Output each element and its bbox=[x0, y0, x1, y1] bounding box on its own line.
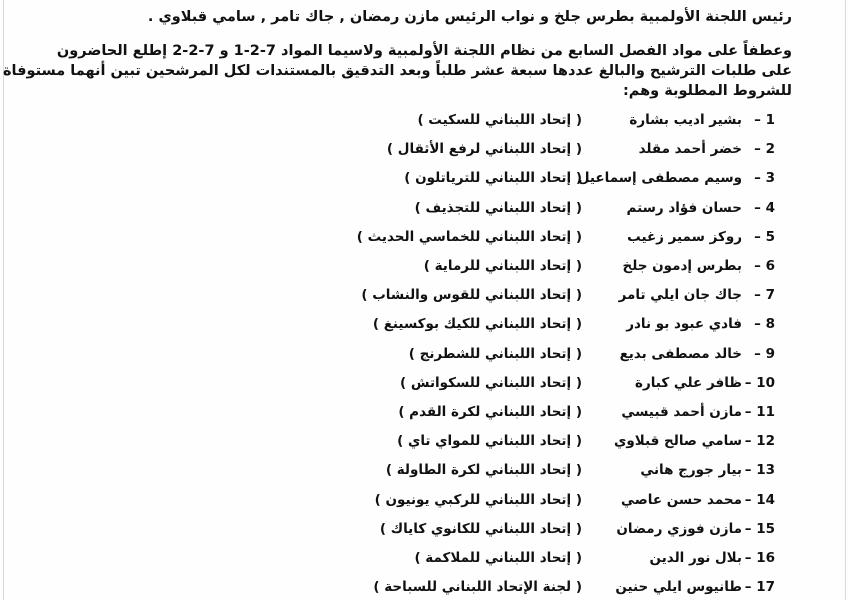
candidate-name: مازن أحمد قبيسي bbox=[621, 404, 742, 420]
candidate-name: حسان فؤاد رستم bbox=[626, 199, 742, 216]
candidate-number: 7 – bbox=[754, 287, 775, 304]
candidate-federation: ( إتحاد اللبناني للسكواتش ) bbox=[400, 374, 582, 391]
candidate-federation: ( إتحاد اللبناني لرفع الأثقال ) bbox=[386, 141, 582, 158]
candidate-federation: ( إتحاد اللبناني للمواي تاي ) bbox=[397, 433, 582, 450]
candidate-number: 8 – bbox=[754, 316, 775, 333]
candidate-number: 17 – bbox=[744, 579, 775, 596]
page-border-right bbox=[845, 0, 846, 600]
candidate-number: 16 – bbox=[744, 550, 775, 566]
candidate-federation: ( لجنة الإتحاد اللبناني للسباحة ) bbox=[373, 579, 582, 596]
header-line: رئيس اللجنة الأولمبية بطرس جلخ و نواب الرئيس مازن رمضان , جاك تامر , سامي قبلاوي . bbox=[147, 9, 792, 25]
candidate-federation: ( إتحاد اللبناني لكرة القدم ) bbox=[398, 404, 582, 420]
candidate-number: 4 – bbox=[754, 199, 775, 216]
candidate-name: بشير اديب بشارة bbox=[629, 112, 742, 128]
candidate-federation: ( إتحاد اللبناني للخماسي الحديث ) bbox=[356, 228, 582, 245]
candidate-name: بيار جورج هاني bbox=[640, 462, 742, 479]
candidate-number: 5 – bbox=[754, 228, 775, 245]
candidate-federation: ( إتحاد اللبناني للركبي يونيون ) bbox=[374, 491, 582, 508]
candidate-federation: ( إتحاد اللبناني للكانوي كاياك ) bbox=[379, 520, 582, 537]
candidate-federation: ( إتحاد اللبناني للكيك بوكسينغ ) bbox=[372, 316, 582, 333]
candidate-federation: ( إتحاد اللبناني للقوس والنشاب ) bbox=[361, 287, 582, 304]
candidate-federation: ( إتحاد اللبناني للسكيت ) bbox=[417, 112, 582, 128]
candidate-number: 2 – bbox=[754, 141, 775, 158]
candidate-federation: ( إتحاد اللبناني للملاكمة ) bbox=[414, 550, 582, 566]
candidate-name: وسيم مصطفى إسماعيل bbox=[577, 170, 742, 187]
candidate-name: سامي صالح قبلاوي bbox=[613, 433, 742, 450]
candidate-name: خضر أحمد مقلد bbox=[638, 141, 742, 158]
paragraph-line-3: للشروط المطلوبة وهم: bbox=[622, 83, 792, 99]
candidate-name: بلال نور الدين bbox=[649, 550, 742, 566]
candidate-federation: ( إتحاد اللبناني للتجذيف ) bbox=[414, 199, 582, 216]
candidate-name: جاك جان ايلي تامر bbox=[618, 287, 742, 304]
candidate-number: 10 – bbox=[744, 374, 775, 391]
candidate-name: طانيوس ايلي حنين bbox=[615, 579, 742, 596]
candidate-federation: ( إتحاد اللبناني للرماية ) bbox=[423, 258, 582, 274]
page-border-left bbox=[3, 0, 4, 600]
candidate-federation: ( إتحاد اللبناني لكرة الطاولة ) bbox=[385, 462, 582, 479]
candidate-number: 13 – bbox=[744, 462, 775, 479]
candidate-name: بطرس إدمون جلخ bbox=[622, 258, 742, 274]
candidate-number: 9 – bbox=[754, 345, 775, 362]
candidate-name: ظافر علي كبارة bbox=[635, 374, 742, 391]
candidate-name: روكز سمير زغيب bbox=[627, 228, 742, 245]
candidate-number: 15 – bbox=[744, 520, 775, 537]
candidate-number: 3 – bbox=[754, 170, 775, 187]
candidate-number: 11 – bbox=[744, 404, 775, 420]
candidate-number: 12 – bbox=[744, 433, 775, 450]
candidate-number: 1 – bbox=[754, 112, 775, 128]
candidate-federation: ( إتحاد اللبناني للشطرنج ) bbox=[408, 345, 582, 362]
paragraph-line-2: على طلبات الترشيح والبالغ عددها سبعة عشر طلباً وبعد التدقيق بالمستندات لكل المرشحين تبين أنهما مستوفاة bbox=[3, 63, 792, 79]
candidate-federation: ( إتحاد اللبناني للترياتلون ) bbox=[404, 170, 582, 187]
paragraph-line-1: وعطفاً على مواد الفصل السابع من نظام اللجنة الأولمبية ولاسيما المواد 7-2-1 و 7-2-2 إطلع الحاضرون bbox=[56, 43, 792, 59]
candidate-name: مازن فوزي رمضان bbox=[616, 520, 742, 537]
candidate-number: 14 – bbox=[744, 491, 775, 508]
candidate-name: محمد حسن عاصي bbox=[621, 491, 742, 508]
candidate-name: فادي عبود بو نادر bbox=[626, 316, 742, 333]
candidate-number: 6 – bbox=[754, 258, 775, 274]
candidate-name: خالد مصطفى بديع bbox=[619, 345, 742, 362]
